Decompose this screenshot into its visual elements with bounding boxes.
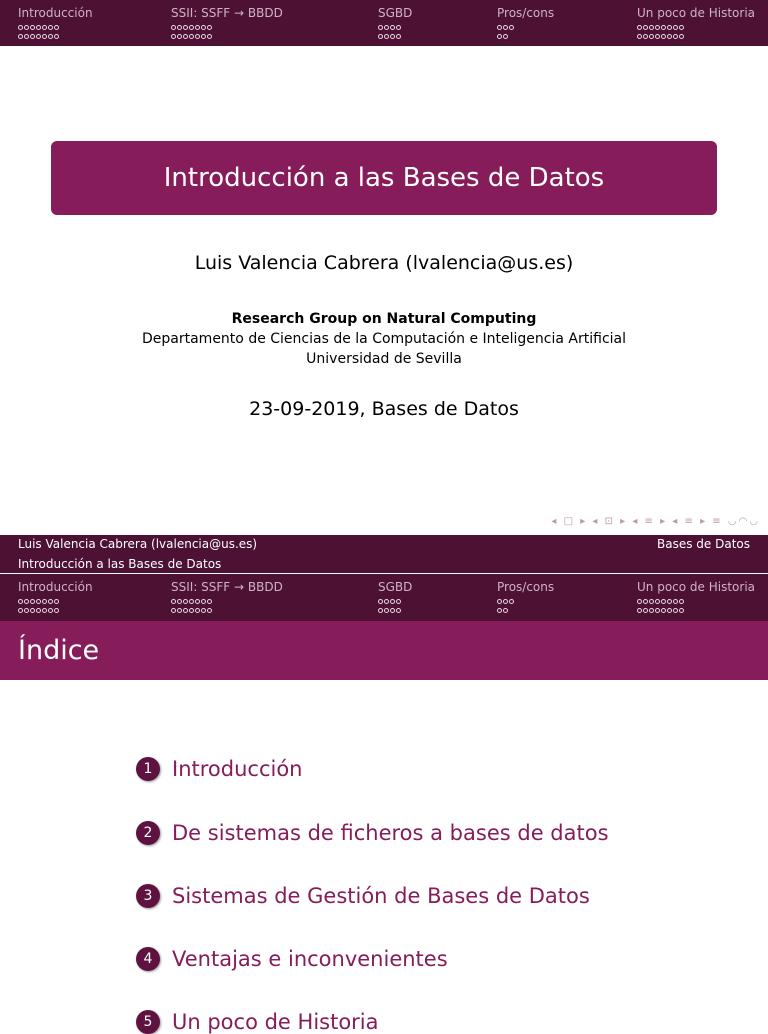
beamer-navigation-symbols[interactable]: ◂ □ ▸ ◂ ⊡ ▸ ◂ ≡ ▸ ◂ ≡ ▸ ≡ ◡◠◡ (551, 516, 760, 527)
nav-dots-ssii[interactable] (171, 598, 213, 616)
frame-title: Índice (18, 635, 100, 666)
nav-section-sgbd[interactable]: SGBD (378, 6, 413, 20)
toc-number-badge: 1 (136, 757, 160, 781)
toc-item-label[interactable]: Un poco de Historia (172, 1010, 379, 1034)
nav-dots-historia[interactable] (637, 24, 685, 42)
toc-item[interactable] (136, 757, 302, 781)
nav-section-ssii[interactable]: SSII: SSFF → BBDD (171, 580, 283, 594)
nav-section-sgbd[interactable]: SGBD (378, 580, 413, 594)
footer-title: Introducción a las Bases de Datos (18, 557, 222, 571)
author-line: Luis Valencia Cabrera (lvalencia@us.es) (194, 252, 574, 274)
nav-section-ssii[interactable]: SSII: SSFF → BBDD (171, 6, 283, 20)
presentation-title: Introducción a las Bases de Datos (163, 163, 605, 193)
toc-number-badge: 5 (136, 1010, 160, 1034)
presentation-title-box (51, 141, 717, 215)
nav-dots-sgbd[interactable] (378, 24, 402, 42)
footer-course: Bases de Datos (657, 537, 750, 551)
toc-number-badge: 3 (136, 884, 160, 908)
footer-author: Luis Valencia Cabrera (lvalencia@us.es) (18, 537, 258, 551)
toc-item-label[interactable]: Sistemas de Gestión de Bases de Datos (172, 884, 590, 908)
section-navigation-bar (0, 0, 768, 46)
toc-item[interactable] (136, 947, 448, 971)
toc-item[interactable] (136, 821, 609, 845)
nav-section-proscons[interactable]: Pros/cons (497, 6, 555, 20)
nav-section-historia[interactable]: Un poco de Historia (637, 580, 756, 594)
toc-number-badge: 4 (136, 947, 160, 971)
nav-dots-introduccion[interactable] (18, 598, 60, 616)
research-group: Research Group on Natural Computing (231, 311, 537, 327)
nav-section-introduccion[interactable]: Introducción (18, 580, 93, 594)
nav-dots-proscons[interactable] (497, 598, 515, 616)
nav-dots-historia[interactable] (637, 598, 685, 616)
section-navigation-bar-2 (0, 574, 768, 621)
toc-item[interactable] (136, 1010, 379, 1034)
nav-dots-ssii[interactable] (171, 24, 213, 42)
toc-number-badge: 2 (136, 821, 160, 845)
nav-section-proscons[interactable]: Pros/cons (497, 580, 555, 594)
toc-item-label[interactable]: Introducción (172, 757, 303, 781)
date-line: 23-09-2019, Bases de Datos (249, 398, 519, 420)
nav-dots-proscons[interactable] (497, 24, 515, 42)
nav-section-introduccion[interactable]: Introducción (18, 6, 93, 20)
university: Universidad de Sevilla (306, 351, 462, 367)
toc-item-label[interactable]: De sistemas de ficheros a bases de datos (172, 821, 609, 845)
footer-bar (0, 535, 768, 554)
department: Departamento de Ciencias de la Computación e Inteligencia Artificial (142, 331, 626, 347)
nav-section-historia[interactable]: Un poco de Historia (637, 6, 756, 20)
nav-dots-introduccion[interactable] (18, 24, 60, 42)
toc-item-label[interactable]: Ventajas e inconvenientes (172, 947, 448, 971)
nav-dots-sgbd[interactable] (378, 598, 402, 616)
footer-title-bar (0, 554, 768, 573)
frame-title-bar (0, 621, 768, 680)
toc-item[interactable] (136, 884, 590, 908)
